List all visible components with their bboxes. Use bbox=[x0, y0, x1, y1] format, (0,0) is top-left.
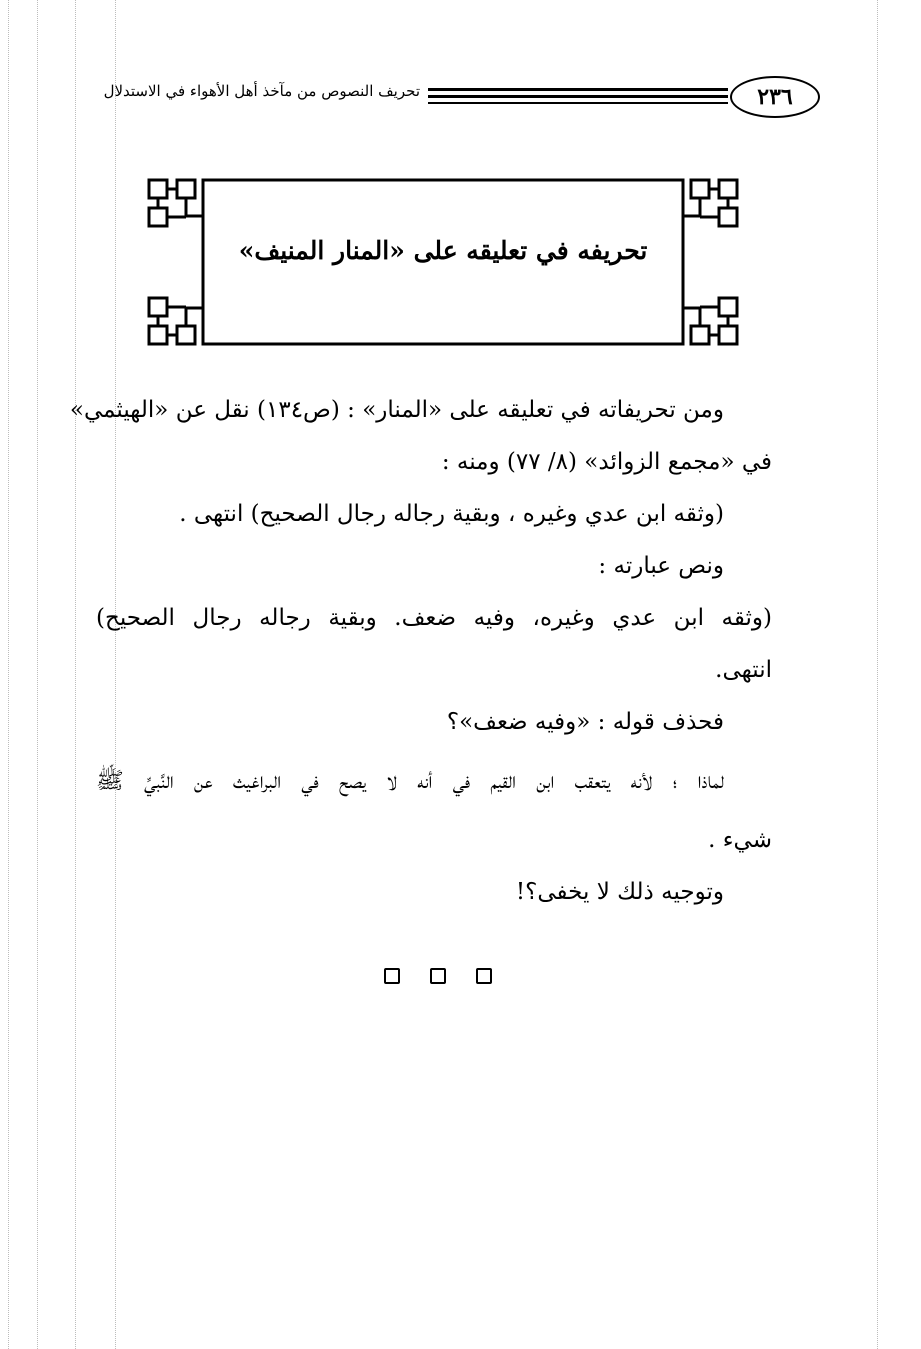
text-line: لماذا ؛ لأنه يتعقب ابن القيم في أنه لا يصح في البراغيث عن النَّبيِّ ﷺ bbox=[96, 768, 724, 794]
header-rule bbox=[428, 88, 728, 91]
text-line: ومن تحريفاته في تعليقه على «المنار» : (ص١٣٤) نقل عن «الهيثمي» bbox=[69, 397, 724, 423]
square-ornament-icon bbox=[476, 968, 492, 984]
running-title: تحريف النصوص من مآخذ أهل الأهواء في الاستدلال bbox=[103, 82, 420, 100]
text-line: شيء . bbox=[708, 827, 772, 853]
body-text bbox=[69, 384, 772, 918]
chapter-title-frame bbox=[143, 172, 743, 352]
text-line: (وثقه ابن عدي وغيره ، وبقية رجاله رجال الصحيح) انتهى . bbox=[179, 501, 724, 527]
scan-speck-line bbox=[37, 0, 38, 1349]
text-line: انتهى. bbox=[715, 657, 772, 683]
page-header bbox=[90, 74, 820, 120]
scan-speck-line bbox=[75, 0, 76, 1349]
scan-speck-line bbox=[8, 0, 9, 1349]
section-separator bbox=[380, 968, 500, 988]
text-line: وتوجيه ذلك لا يخفى؟! bbox=[515, 879, 724, 905]
text-line: فحذف قوله : «وفيه ضعف»؟ bbox=[446, 709, 724, 735]
chapter-title: تحريفه في تعليقه على «المنار المنيف» bbox=[238, 236, 648, 265]
square-ornament-icon bbox=[430, 968, 446, 984]
header-rule bbox=[428, 95, 728, 98]
header-rule bbox=[428, 102, 728, 104]
square-ornament-icon bbox=[384, 968, 400, 984]
text-line: ونص عبارته : bbox=[598, 553, 724, 579]
scan-speck-line bbox=[877, 0, 878, 1349]
page-number: ٢٣٦ bbox=[730, 76, 820, 118]
text-line: في «مجمع الزوائد» (٨/ ٧٧) ومنه : bbox=[441, 449, 772, 475]
text-line: (وثقه ابن عدي وغيره، وفيه ضعف. وبقية رجاله رجال الصحيح) bbox=[96, 605, 772, 631]
